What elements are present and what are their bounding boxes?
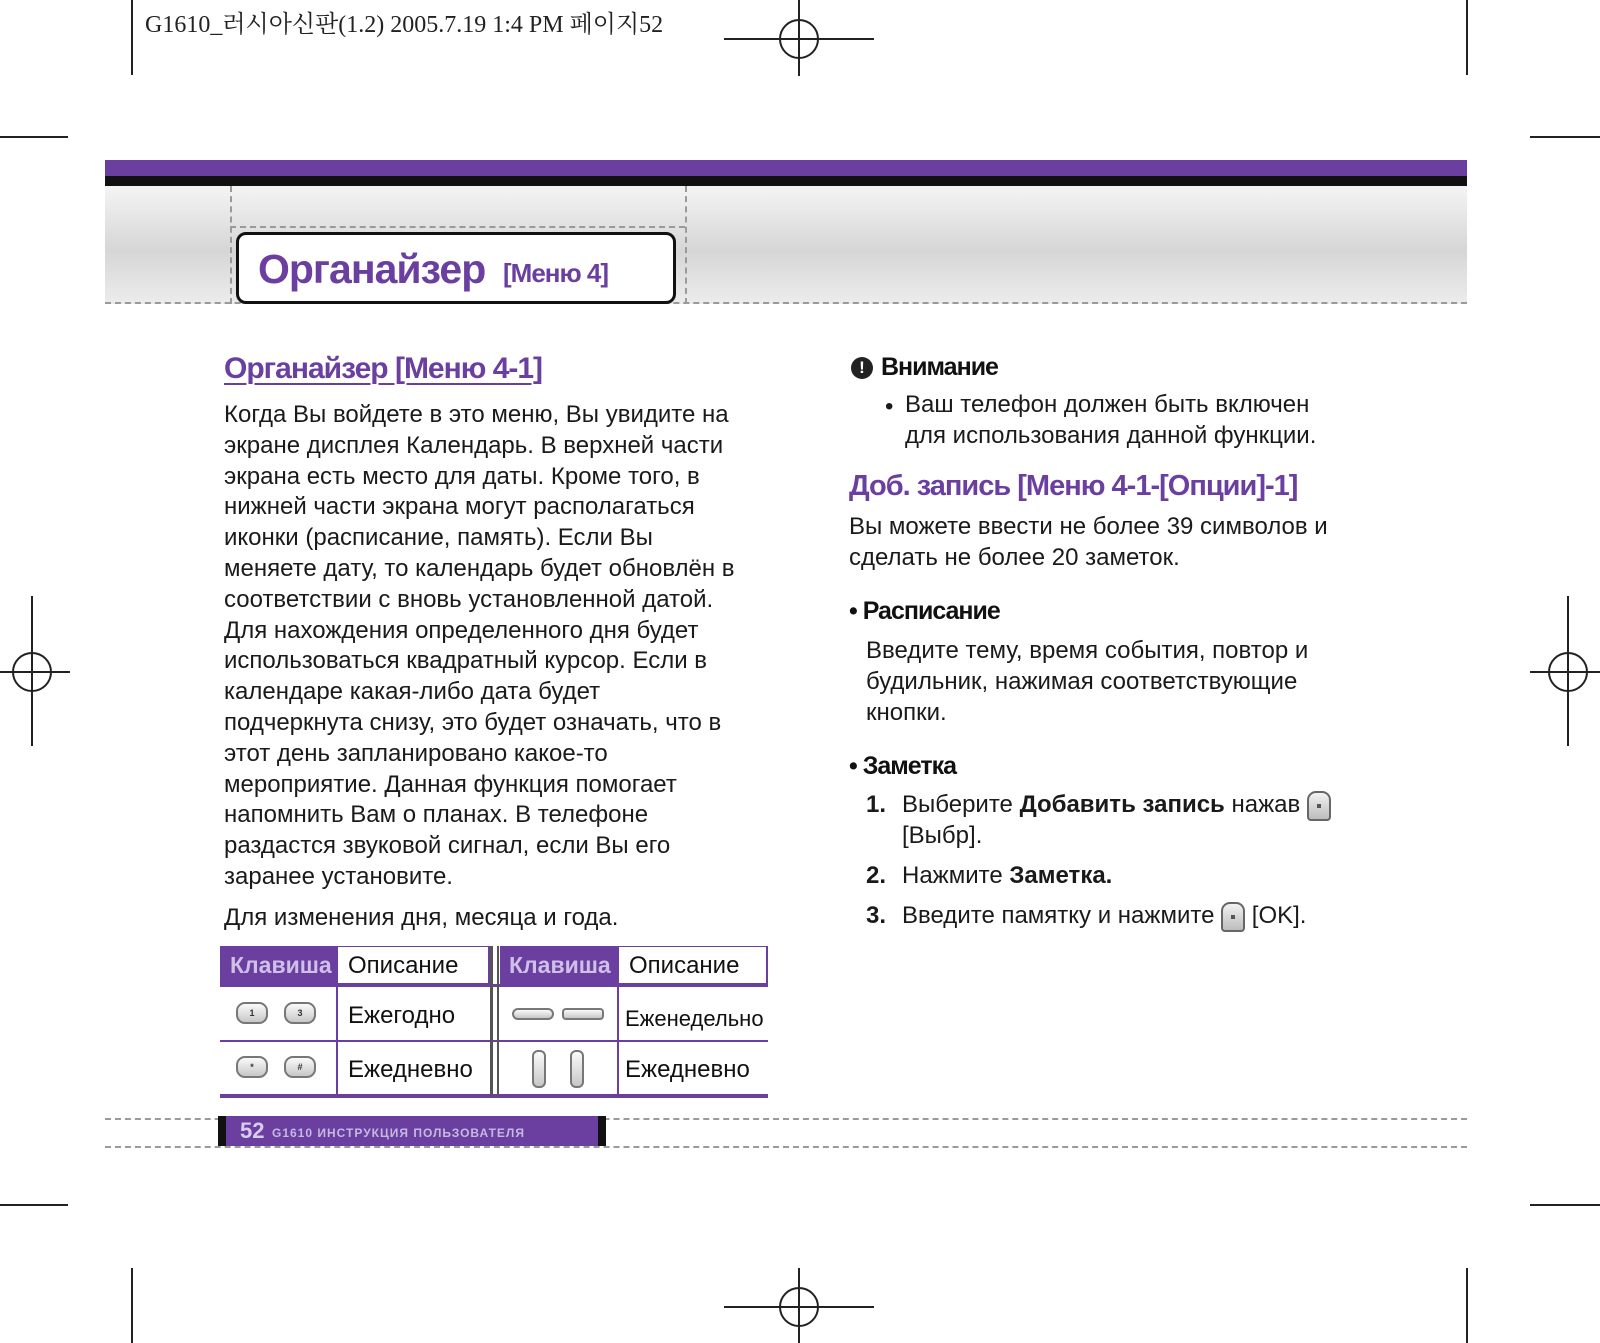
text-line: Для нахождения определенного дня будет bbox=[224, 616, 699, 644]
text-line: использоваться квадратный курсор. Если в bbox=[224, 647, 708, 675]
nav-key-right-icon bbox=[570, 1050, 584, 1088]
step-text: [OK]. bbox=[1245, 902, 1307, 929]
text-line: подчеркнута снизу, это будет означать, что в bbox=[224, 708, 722, 736]
header-purple-bar bbox=[105, 160, 1467, 176]
text-line: Введите тему, время события, повтор и bbox=[866, 637, 1309, 664]
warning-icon: ! bbox=[851, 357, 873, 379]
text-line: меняете дату, то календарь будет обновлён в bbox=[224, 554, 735, 582]
text-line: для использования данной функции. bbox=[905, 421, 1317, 449]
note-step-1 bbox=[866, 790, 1331, 821]
header-black-bar bbox=[105, 176, 1467, 186]
text-line: заранее установите. bbox=[224, 862, 453, 890]
table-cell: Ежедневно bbox=[348, 1056, 473, 1083]
step-text: Введите памятку и нажмите bbox=[902, 902, 1222, 929]
text-line: экране дисплея Календарь. В верхней части bbox=[224, 431, 724, 459]
table-header-description: Описание bbox=[348, 952, 459, 979]
step-text: нажав bbox=[1224, 791, 1307, 818]
page-title-menu: [Меню 4] bbox=[503, 258, 609, 288]
text-line: кнопки. bbox=[866, 698, 947, 726]
step-number: 1. bbox=[866, 791, 887, 818]
nav-key-down-icon bbox=[562, 1008, 604, 1020]
select-key-icon bbox=[1307, 791, 1331, 821]
add-entry-intro bbox=[849, 512, 1328, 574]
section-heading-organizer: Органайзер [Меню 4-1] bbox=[224, 352, 543, 385]
schedule-text bbox=[866, 636, 1308, 728]
warning-bullet: • bbox=[885, 393, 894, 420]
text-line: Вы можете ввести не более 39 символов и bbox=[849, 513, 1328, 540]
step-number: 2. bbox=[866, 862, 887, 889]
step-number: 3. bbox=[866, 902, 887, 929]
step-text: Выберите bbox=[902, 791, 1020, 818]
note-step-3 bbox=[866, 901, 1306, 932]
key-hash-icon: # bbox=[284, 1056, 316, 1078]
banner-dash bbox=[230, 186, 232, 304]
text-line: календаре какая-либо дата будет bbox=[224, 678, 601, 706]
section-heading-add-entry: Доб. запись [Меню 4-1-[Опции]-1] bbox=[849, 470, 1298, 502]
note-step-2 bbox=[866, 861, 1112, 892]
key-star-icon: * bbox=[236, 1056, 268, 1078]
key-3-icon: 3 bbox=[284, 1002, 316, 1024]
footer-dash bbox=[105, 1146, 1467, 1148]
print-header: G1610_러시아신판(1.2) 2005.7.19 1:4 PM 페이지52 bbox=[145, 12, 664, 38]
warning-text bbox=[905, 390, 1316, 452]
table-cell: Ежегодно bbox=[348, 1002, 456, 1029]
schedule-title: • Расписание bbox=[849, 597, 1000, 625]
text-line: Когда Вы войдете в это меню, Вы увидите на bbox=[224, 401, 729, 428]
banner-dash bbox=[230, 226, 685, 228]
text-line: напомнить Вам о планах. В телефоне bbox=[224, 801, 649, 829]
page-title: Органайзер bbox=[258, 246, 486, 292]
text-line: этот день запланировано какое-то bbox=[224, 739, 608, 767]
text-line: будильник, нажимая соответствующие bbox=[866, 667, 1298, 695]
table-header-key: Клавиша bbox=[509, 952, 611, 978]
text-line: сделать не более 20 заметок. bbox=[849, 543, 1180, 571]
text-line: соответствии с вновь установленной датой. bbox=[224, 585, 714, 613]
nav-key-up-icon bbox=[512, 1008, 554, 1020]
page-number: 52 bbox=[240, 1118, 265, 1143]
note-step-1-tail: [Выбр]. bbox=[902, 822, 983, 849]
organizer-description bbox=[224, 400, 784, 893]
date-change-note: Для изменения дня, месяца и года. bbox=[224, 904, 619, 931]
text-line: раздастся звуковой сигнал, если Вы его bbox=[224, 832, 671, 860]
ok-key-icon bbox=[1221, 902, 1245, 932]
table-header-description: Описание bbox=[629, 952, 740, 979]
text-line: иконки (расписание, память). Если Вы bbox=[224, 524, 653, 552]
step-emphasis: Заметка. bbox=[1009, 862, 1113, 889]
text-line: нижней части экрана могут располагаться bbox=[224, 493, 695, 521]
table-header-key: Клавиша bbox=[230, 952, 332, 978]
note-title: • Заметка bbox=[849, 752, 956, 780]
step-text: Нажмите bbox=[902, 862, 1010, 889]
text-line: Ваш телефон должен быть включен bbox=[905, 391, 1310, 418]
table-cell: Еженедельно bbox=[625, 1006, 764, 1031]
warning-title: Внимание bbox=[881, 353, 998, 381]
nav-key-left-icon bbox=[532, 1050, 546, 1088]
footer-manual-title: G1610 ИНСТРУКЦИЯ ПОЛЬЗОВАТЕЛЯ bbox=[272, 1126, 525, 1140]
banner-dash bbox=[685, 186, 687, 304]
key-1-icon: 1 bbox=[236, 1002, 268, 1024]
table-cell: Ежедневно bbox=[625, 1056, 750, 1083]
step-emphasis: Добавить запись bbox=[1019, 791, 1225, 818]
text-line: экрана есть место для даты. Кроме того, в bbox=[224, 462, 700, 490]
text-line: мероприятие. Данная функция помогает bbox=[224, 770, 677, 798]
